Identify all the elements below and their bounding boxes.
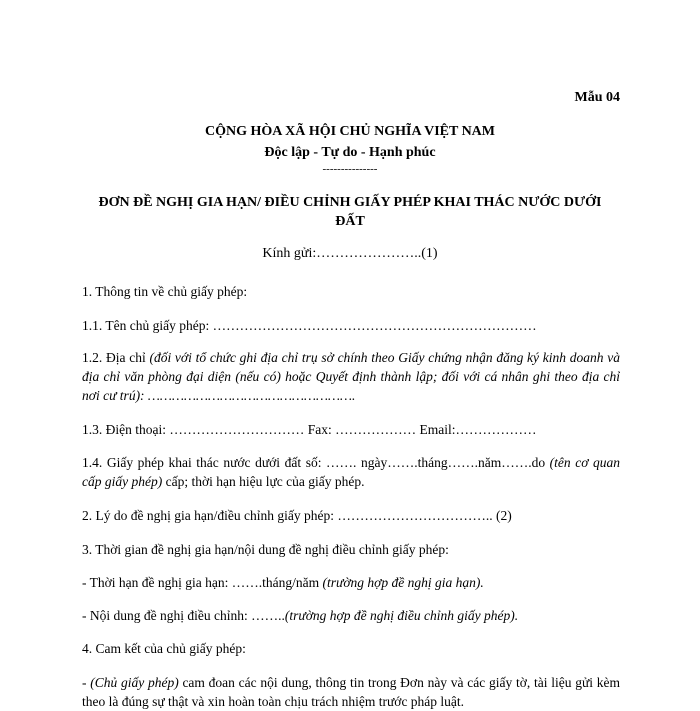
section-1-2: [82, 348, 620, 405]
section-2: 2. Lý do đề nghị gia hạn/điều chỉnh giấy phép: …………………………….. (2): [82, 508, 512, 523]
section-3-adjustment-label: - Nội dung đề nghị điều chỉnh: ……..: [82, 608, 285, 623]
greeting: Kính gửi:…………………..(1): [262, 246, 438, 261]
section-1-2-label: 1.2. Địa chỉ: [82, 350, 150, 365]
form-code: Mẫu 04: [574, 90, 620, 105]
section-1-heading: 1. Thông tin về chủ giấy phép:: [82, 284, 248, 299]
document-title: ĐƠN ĐỀ NGHỊ GIA HẠN/ ĐIỀU CHỈNH GIẤY PHÉP KHAI THÁC NƯỚC DƯỚI ĐẤT: [98, 195, 602, 229]
motto: Độc lập - Tự do - Hạnh phúc: [264, 145, 436, 160]
section-1-2-note: (đối với tổ chức ghi địa chỉ trụ sở chính theo Giấy chứng nhận đăng ký kinh doanh và địa chỉ văn phòng đại diện (nếu có) hoặc Quyết định thành lập; đối với cá nhân ghi theo địa chỉ nơi cư trú): …………………………………………….: [82, 350, 620, 403]
section-1-3: 1.3. Điện thoại: ………………………… Fax: ……………… Email:………………: [82, 422, 537, 437]
section-3-extension: [82, 573, 620, 592]
section-3-heading: 3. Thời gian đề nghị gia hạn/nội dung đề nghị điều chỉnh giấy phép:: [82, 542, 449, 557]
section-1-4-issuer: (tên cơ quan cấp giấy phép): [82, 455, 621, 489]
section-1-4-label: 1.4. Giấy phép khai thác nước dưới đất số: ……. ngày…….tháng…….năm…….do: [82, 455, 550, 470]
section-1-4: [82, 453, 620, 491]
nation-heading: CỘNG HÒA XÃ HỘI CHỦ NGHĨA VIỆT NAM: [204, 124, 495, 139]
section-3-extension-label: - Thời hạn đề nghị gia hạn: …….tháng/năm: [82, 575, 323, 590]
motto-rule: ---------------: [322, 163, 378, 175]
section-1-1: 1.1. Tên chủ giấy phép: ………………………………………………………………: [82, 318, 537, 333]
section-4-holder: - (Chủ giấy phép): [82, 675, 179, 690]
section-4-commitment-text: cam đoan các nội dung, thông tin trong Đơn này và các giấy tờ, tài liệu gửi kèm theo là đúng sự thật và xin hoàn toàn chịu trách nhiệm trước pháp luật.: [82, 675, 620, 709]
section-1-4-tail: cấp; thời hạn hiệu lực của giấy phép.: [162, 474, 365, 489]
section-3-extension-note: (trường hợp đề nghị gia hạn).: [322, 575, 484, 590]
section-3-adjustment: [82, 606, 620, 625]
section-4-commitment: [82, 673, 620, 711]
section-4-heading: 4. Cam kết của chủ giấy phép:: [82, 641, 246, 656]
section-3-adjustment-note: (trường hợp đề nghị điều chỉnh giấy phép).: [284, 608, 519, 623]
